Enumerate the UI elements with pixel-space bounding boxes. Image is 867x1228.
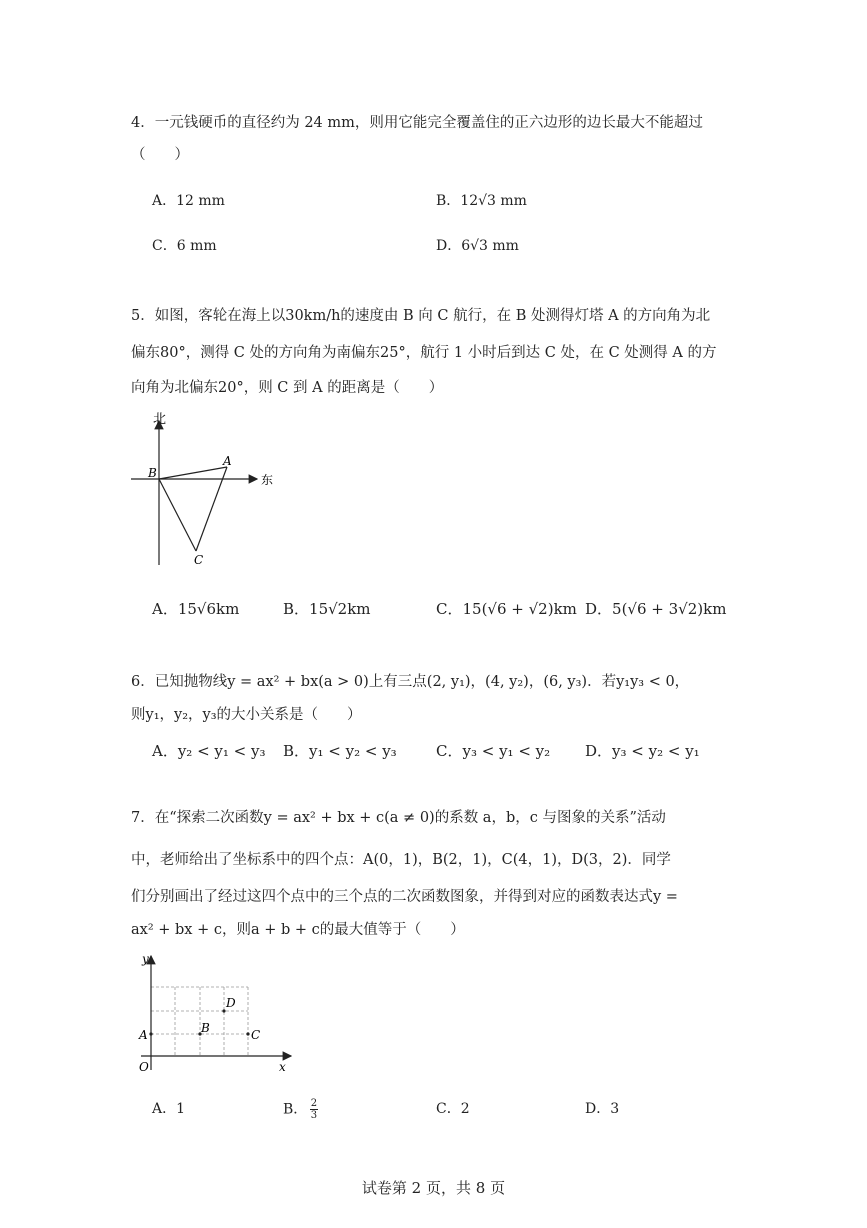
q6-option-a: A．y₂ < y₁ < y₃ <box>152 742 266 760</box>
q6-stem-line2: 则y₁，y₂，y₃的大小关系是（ ） <box>131 707 362 723</box>
q7-stem-line2: 中，老师给出了坐标系中的四个点：A(0，1)，B(2，1)，C(4，1)，D(3，2)．同学 <box>131 852 671 868</box>
segment-ba <box>159 467 227 479</box>
q4-option-c: C．6 mm <box>152 238 217 254</box>
q4-option-b: B．12√3 mm <box>436 193 527 209</box>
q5-option-c: C．15(√6 + √2)km <box>436 600 577 618</box>
point-c-label: C <box>251 1028 261 1042</box>
q4-option-a: A．12 mm <box>152 193 225 209</box>
q7-option-b-prefix: B． <box>283 1101 308 1118</box>
point-c-label: C <box>194 553 204 567</box>
q7-stem-line3: 们分别画出了经过这四个点中的三个点的二次函数图象，并得到对应的函数表达式y = <box>131 889 678 905</box>
q4-stem-line2: （ ） <box>131 147 189 163</box>
fraction-denominator: 3 <box>310 1110 318 1121</box>
fraction-numerator: 2 <box>310 1098 318 1109</box>
point-a-label: A <box>139 1028 148 1042</box>
q5-bearing-diagram <box>125 405 285 580</box>
q4-option-d: D．6√3 mm <box>436 238 519 254</box>
x-axis-label: x <box>279 1060 286 1074</box>
q7-coordinate-figure <box>135 950 295 1080</box>
point-b-label: B <box>148 466 157 480</box>
q7-stem-line1: 7．在“探索二次函数y = ax² + bx + c(a ≠ 0)的系数 a，b，c 与图象的关系”活动 <box>131 810 666 826</box>
q7-option-c: C．2 <box>436 1101 470 1117</box>
q5-option-b: B．15√2km <box>283 600 371 618</box>
q5-stem-line3: 向角为北偏东20°，则 C 到 A 的距离是（ ） <box>131 380 444 396</box>
q5-stem-line1: 5．如图，客轮在海上以30km/h的速度由 B 向 C 航行，在 B 处测得灯塔 A 的方向角为北 <box>131 308 711 324</box>
point-b-label: B <box>201 1021 210 1035</box>
q5-stem-line2: 偏东80°，测得 C 处的方向角为南偏东25°，航行 1 小时后到达 C 处，在 C 处测得 A 的方 <box>131 345 717 361</box>
q6-option-c: C．y₃ < y₁ < y₂ <box>436 742 551 760</box>
page-footer: 试卷第 2 页，共 8 页 <box>361 1179 506 1197</box>
segment-ca <box>196 467 227 551</box>
q7-option-b-fraction <box>310 1098 318 1121</box>
point-d-label: D <box>226 996 236 1010</box>
east-label: 东 <box>261 473 274 487</box>
q7-stem-line4: ax² + bx + c，则a + b + c的最大值等于（ ） <box>131 922 465 938</box>
q6-stem-line1: 6．已知抛物线y = ax² + bx(a > 0)上有三点(2, y₁)，(4, y₂)，(6, y₃)．若y₁y₃ < 0， <box>131 674 690 690</box>
y-axis-label: y <box>142 952 149 966</box>
segment-bc <box>159 479 196 551</box>
point-a-label: A <box>223 454 232 468</box>
q5-option-d: D．5(√6 + 3√2)km <box>585 600 727 618</box>
q7-option-d: D．3 <box>585 1101 620 1117</box>
q4-stem-line1: 4．一元钱硬币的直径约为 24 mm，则用它能完全覆盖住的正六边形的边长最大不能超过 <box>131 115 703 131</box>
point-a <box>149 1032 152 1035</box>
point-c <box>246 1032 249 1035</box>
q5-option-a: A．15√6km <box>152 600 240 618</box>
q7-option-a: A．1 <box>152 1101 186 1117</box>
q6-option-d: D．y₃ < y₂ < y₁ <box>585 742 700 760</box>
north-label: 北 <box>153 412 167 427</box>
origin-label: O <box>139 1060 149 1074</box>
q6-option-b: B．y₁ < y₂ < y₃ <box>283 742 397 760</box>
q7-option-b <box>283 1098 318 1121</box>
